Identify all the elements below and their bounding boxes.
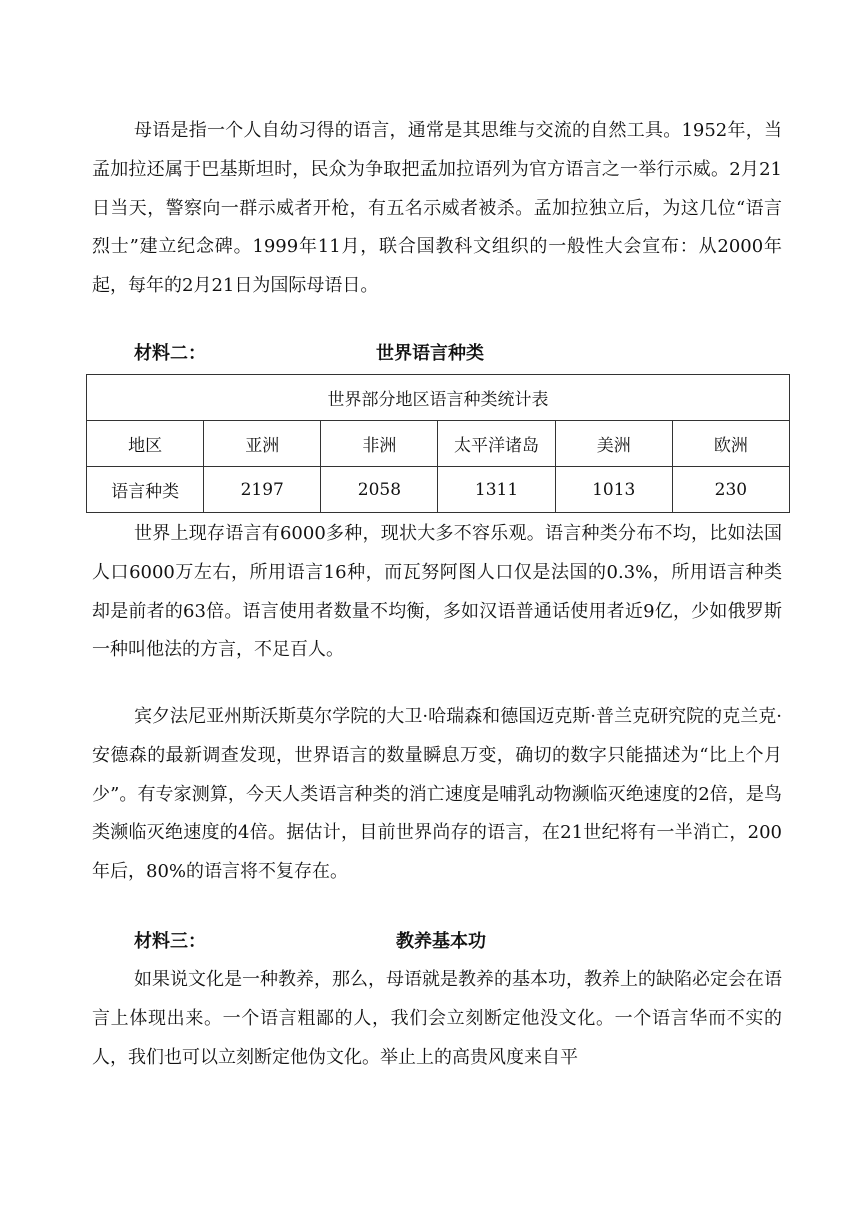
table-cell: 2058 [321, 467, 438, 513]
table-cell: 1311 [438, 467, 555, 513]
table-header-cell: 地区 [87, 421, 204, 467]
table-header-cell: 欧洲 [672, 421, 789, 467]
paragraph-mother-tongue-day: 母语是指一个人自幼习得的语言，通常是其思维与交流的自然工具。1952年，当孟加拉还属于巴基斯坦时，民众为争取把孟加拉语列为官方语言之一举行示威。2月21日当天，警察向一群示威者开枪，有五名示威者被杀。孟加拉独立后，为这几位“语言烈士”建立纪念碑。1999年11月，联合国教科文组织的一般性大会宣布：从2000年起，每年的2月21日为国际母语日。 [92, 120, 782, 297]
table-cell: 230 [672, 467, 789, 513]
paragraph-language-status: 世界上现存语言有6000多种，现状大多不容乐观。语言种类分布不均，比如法国人口6000万左右，所用语言16种，而瓦努阿图人口仅是法国的0.3%，所用语言种类却是前者的63倍。语言使用者数量不均衡，多如汉语普通话使用者近9亿，少如俄罗斯一种叫他法的方言，不足百人。 [92, 523, 782, 661]
table-row [87, 467, 790, 513]
table-header-cell: 亚洲 [204, 421, 321, 467]
table-header-cell: 非洲 [321, 421, 438, 467]
table-header-cell: 太平洋诸岛 [438, 421, 555, 467]
paragraph-culture-cultivation: 如果说文化是一种教养，那么，母语就是教养的基本功，教养上的缺陷必定会在语言上体现出来。一个语言粗鄙的人，我们会立刻断定他没文化。一个语言华而不实的人，我们也可以立刻断定他伪文化。举止上的高贵风度来自平 [92, 969, 782, 1068]
material-2-label: 材料二： [134, 343, 206, 364]
material-3-heading [134, 929, 486, 955]
material-2-heading [134, 341, 484, 367]
table-cell: 2197 [204, 467, 321, 513]
paragraph-language-extinction: 宾夕法尼亚州斯沃斯莫尔学院的大卫·哈瑞森和德国迈克斯·普兰克研究院的克兰克·安德森的最新调查发现，世界语言的数量瞬息万变，确切的数字只能描述为“比上个月少”。有专家测算，今天人类语言种类的消亡速度是哺乳动物濒临灭绝速度的2倍，是鸟类濒临灭绝速度的4倍。据估计，目前世界尚存的语言，在21世纪将有一半消亡，200年后，80%的语言将不复存在。 [92, 706, 782, 883]
table-cell: 语言种类 [87, 467, 204, 513]
table-cell: 1013 [555, 467, 672, 513]
table-header-row [87, 421, 790, 467]
material-2-title: 世界语言种类 [376, 343, 484, 364]
material-3-title: 教养基本功 [396, 931, 486, 952]
table-header-cell: 美洲 [555, 421, 672, 467]
language-stats-table [86, 374, 790, 513]
table-caption: 世界部分地区语言种类统计表 [87, 375, 790, 421]
material-3-label: 材料三： [134, 931, 206, 952]
